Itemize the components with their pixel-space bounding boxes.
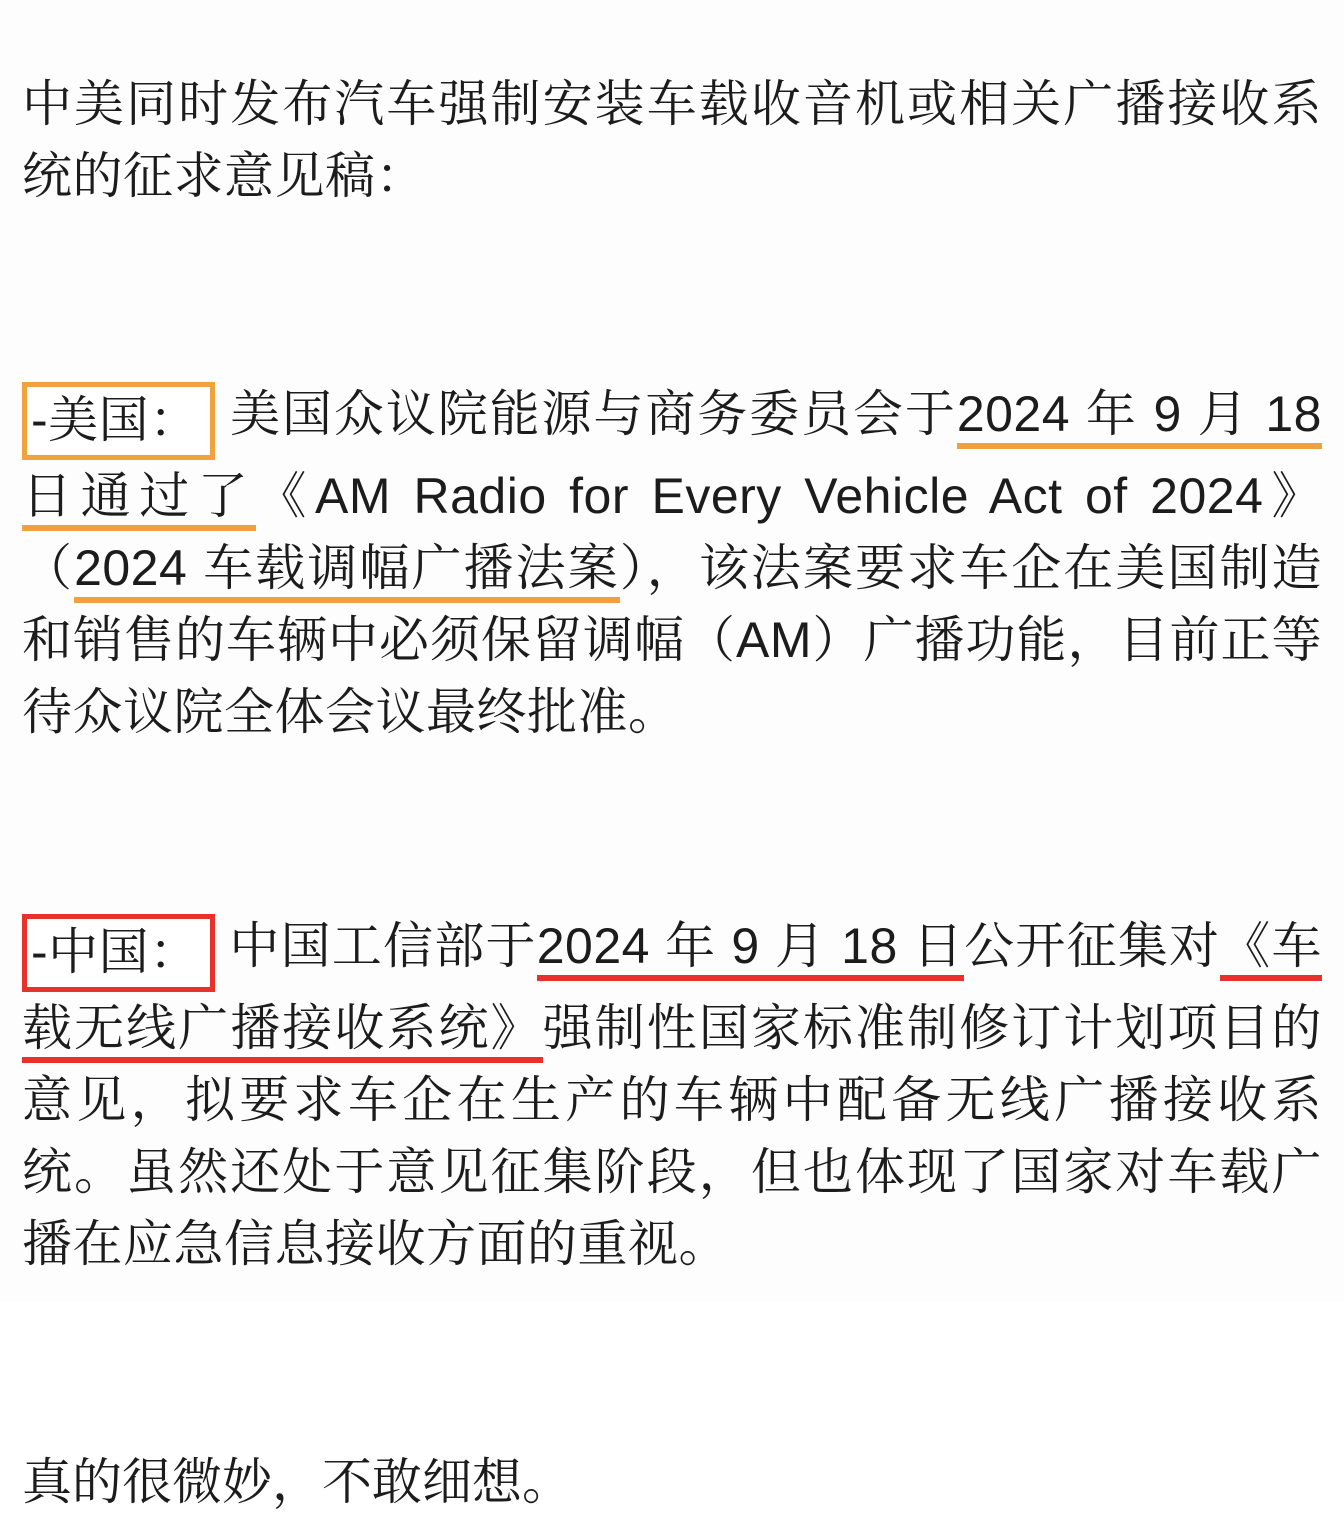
section-usa [22, 378, 1322, 748]
usa-text-1: 美国众议院能源与商务委员会于 [228, 386, 957, 442]
usa-highlight-act: 2024 车载调幅广播法案 [74, 540, 620, 603]
spacer-2 [22, 798, 1322, 860]
usa-text-2: 《AM Radio for Every Vehicle Act of 2024》（ [22, 468, 1322, 596]
usa-label-box: -美国： [22, 382, 215, 460]
usa-text-3: ），该法案要求车企在美国制造和销售的车辆中必须保留调幅（AM）广播功能，目前正等待众议院全体会议最终批准。 [22, 540, 1323, 740]
section-china [22, 910, 1322, 1280]
china-text-1: 中国工信部于 [228, 918, 537, 974]
spacer-3 [22, 1330, 1322, 1396]
china-text-3: 强制性国家标准制修订计划项目的意见，拟要求车企在生产的车辆中配备无线广播接收系统。虽然还处于意见征集阶段，但也体现了国家对车载广播在应急信息接收方面的重视。 [22, 1000, 1322, 1272]
closing-paragraph: 真的很微妙，不敢细想。 [22, 1454, 572, 1510]
china-highlight-date: 2024 年 9 月 18 日 [537, 918, 964, 981]
spacer [22, 262, 1322, 328]
usa-highlight-date: 2024 年 9 月 18 日通过了 [22, 386, 1322, 531]
china-highlight-standard: 《车载无线广播接收系统》 [22, 918, 1322, 1063]
china-text-2: 公开征集对 [964, 918, 1221, 974]
intro-paragraph: 中美同时发布汽车强制安装车载收音机或相关广播接收系统的征求意见稿： [22, 76, 1322, 204]
china-label-box: -中国： [22, 914, 215, 992]
